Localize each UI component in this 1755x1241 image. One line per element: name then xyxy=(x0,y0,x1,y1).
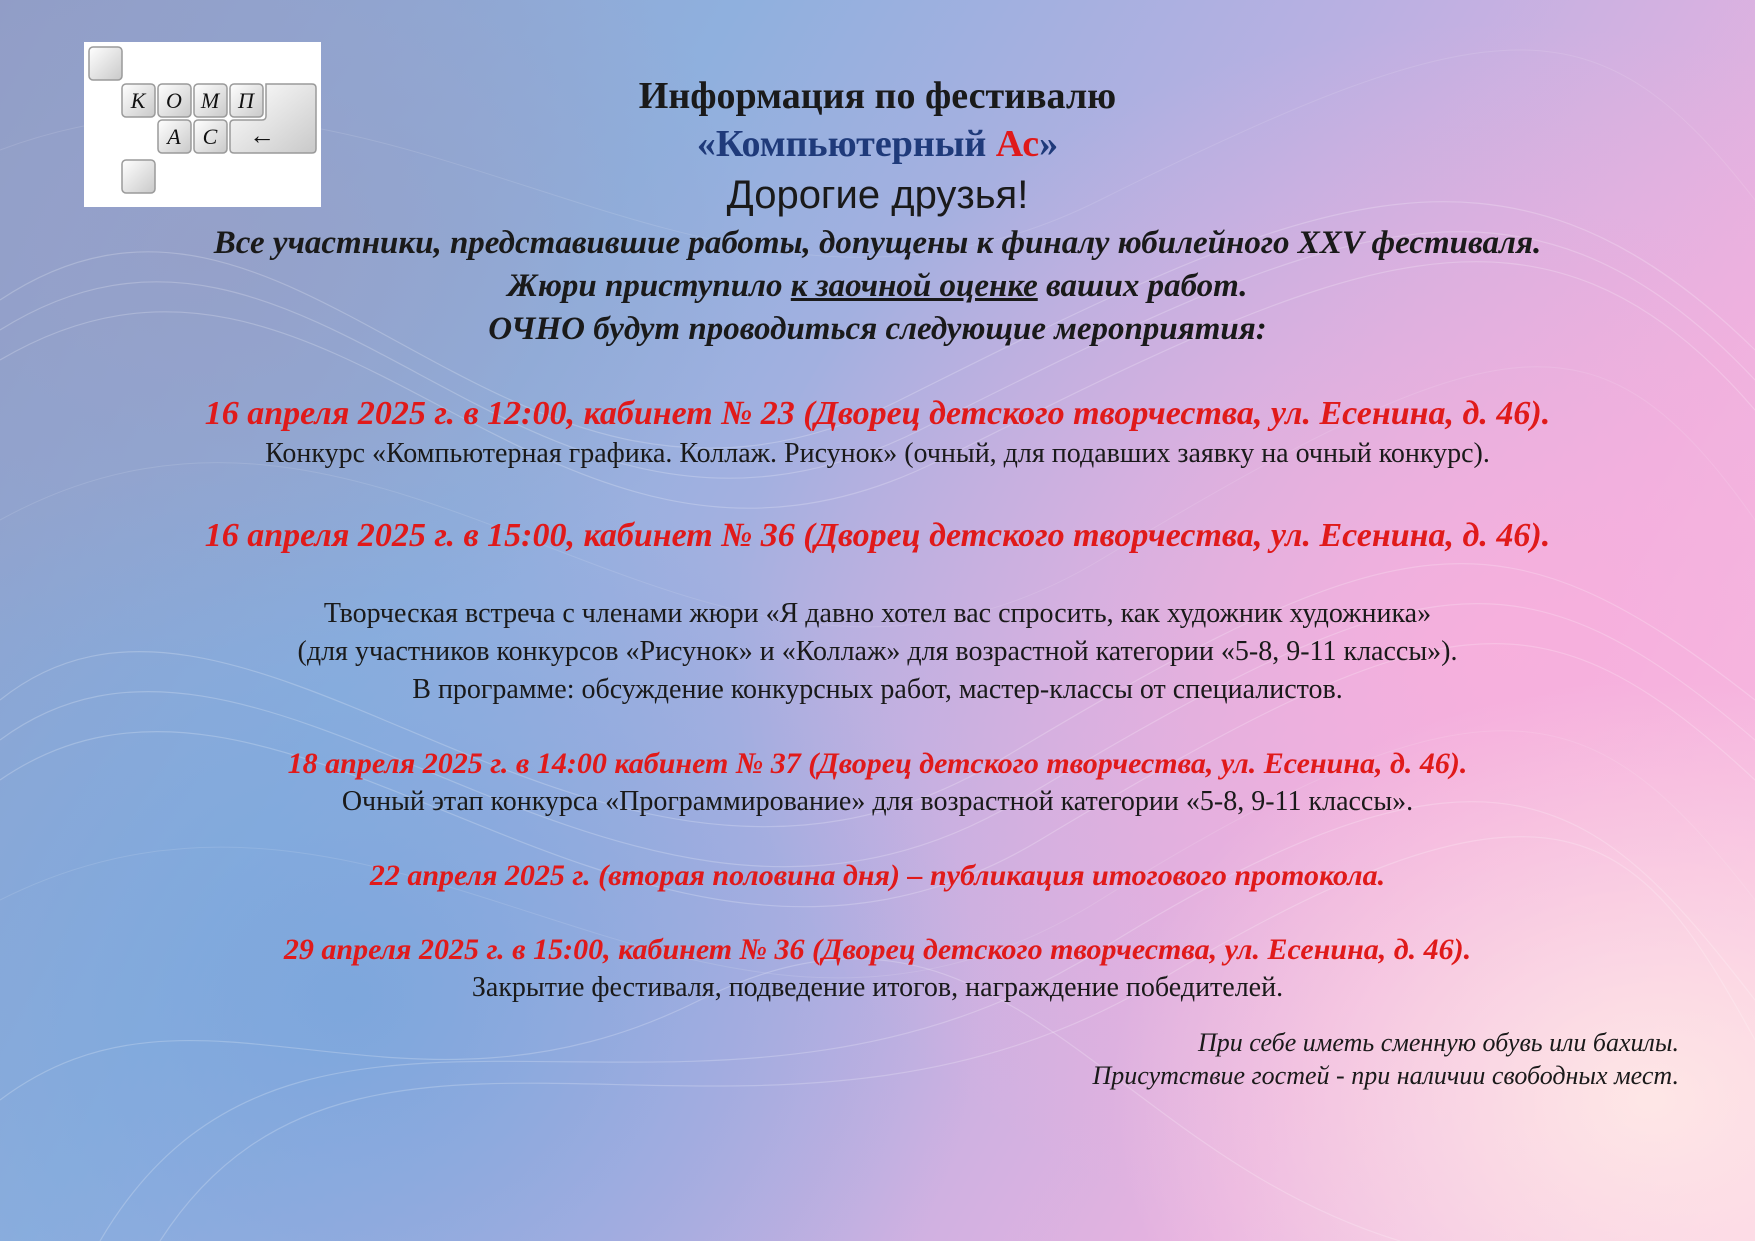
intro-line-2-post: ваших работ. xyxy=(1037,268,1248,304)
event-5-date: 29 апреля 2025 г. в 15:00, кабинет № 36 (Дворец детского творчества, ул. Есенина, д. 46). xyxy=(283,933,1472,966)
event-5-description: Закрытие фестиваля, подведение итогов, награждение победителей. xyxy=(471,972,1284,1003)
note-guests: Присутствие гостей - при наличии свободных мест. xyxy=(1092,1061,1679,1090)
enter-arrow-icon: ← xyxy=(249,121,275,150)
event-2-description-2: (для участников конкурсов «Рисунок» и «Коллаж» для возрастной категории «5-8, 9-11 классы»). xyxy=(297,636,1458,667)
logo-key-p: П xyxy=(238,88,254,113)
festival-name-close: » xyxy=(1039,123,1059,165)
event-3-description: Очный этап конкурса «Программирование» для возрастной категории «5-8, 9-11 классы». xyxy=(341,786,1414,817)
logo-key-a: А xyxy=(167,124,181,149)
notes xyxy=(1092,1026,1679,1092)
logo-key-s: С xyxy=(202,124,218,149)
intro-line-2-underlined: к заочной оценке xyxy=(790,268,1038,304)
note-shoes: При себе иметь сменную обувь или бахилы. xyxy=(1198,1028,1679,1057)
event-1-date: 16 апреля 2025 г. в 12:00, кабинет № 23 (Дворец детского творчества, ул. Есенина, д. 46). xyxy=(204,395,1551,432)
intro-line-2-pre: Жюри приступило xyxy=(507,268,791,304)
event-4-date: 22 апреля 2025 г. (вторая половина дня) – публикация итогового протокола. xyxy=(369,859,1386,892)
event-2-description-3: В программе: обсуждение конкурсных работ, мастер-классы от специалистов. xyxy=(412,674,1343,705)
intro-line-2 xyxy=(80,265,1675,308)
logo-key-k: К xyxy=(130,88,146,113)
event-2-description-1: Творческая встреча с членами жюри «Я давно хотел вас спросить, как художник художника» xyxy=(323,598,1432,629)
event-2-date: 16 апреля 2025 г. в 15:00, кабинет № 36 (Дворец детского творчества, ул. Есенина, д. 46). xyxy=(204,517,1551,554)
greeting: Дорогие друзья! xyxy=(726,173,1029,217)
festival-name-open: «Компьютерный xyxy=(696,123,996,165)
logo-key-m: М xyxy=(200,88,220,113)
main-content xyxy=(80,72,1675,1007)
logo-key-o: О xyxy=(166,88,182,113)
event-1-description: Конкурс «Компьютерная графика. Коллаж. Рисунок» (очный, для подавших заявку на очный конкурс). xyxy=(265,438,1490,469)
event-3-date: 18 апреля 2025 г. в 14:00 кабинет № 37 (Дворец детского творчества, ул. Есенина, д. 46). xyxy=(287,747,1468,780)
intro-line-3: ОЧНО будут проводиться следующие мероприятия: xyxy=(488,311,1267,347)
festival-name-red: Ас xyxy=(995,123,1040,165)
festival-name xyxy=(80,120,1675,168)
page-title: Информация по фестивалю xyxy=(638,75,1117,117)
intro-line-1: Все участники, представившие работы, допущены к финалу юбилейного XXV фестиваля. xyxy=(213,225,1542,261)
